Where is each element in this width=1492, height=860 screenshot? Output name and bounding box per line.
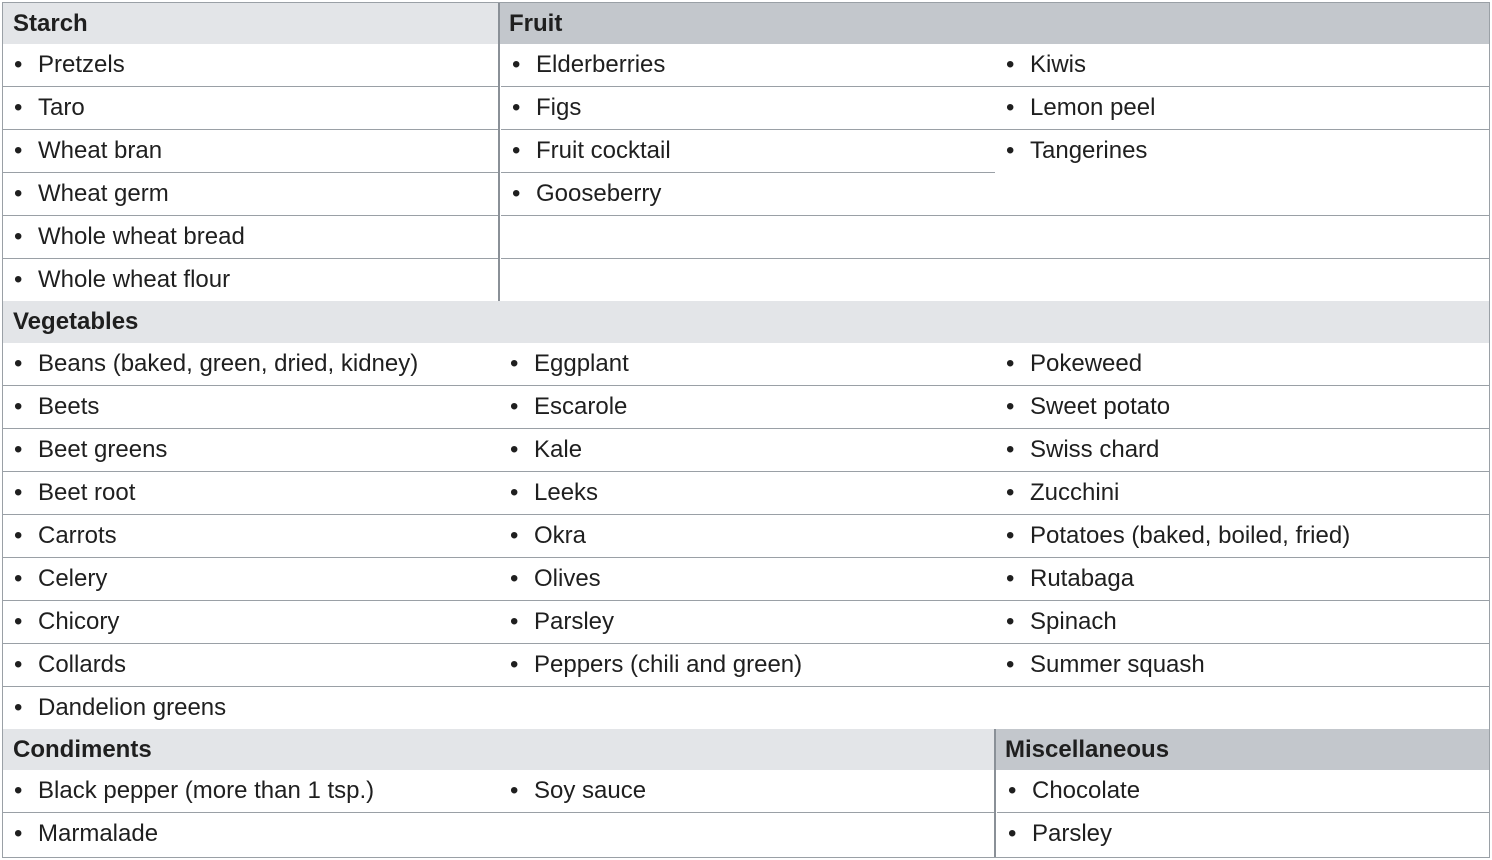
fruit-empty-cell <box>501 216 1489 259</box>
bullet: • <box>512 94 521 121</box>
bullet: • <box>1006 436 1015 463</box>
condiment-item-label: Marmalade <box>38 820 159 847</box>
bullet: • <box>14 393 23 420</box>
vegetable-item <box>995 601 1489 643</box>
fruit-item <box>501 87 995 130</box>
condiment-item <box>3 813 995 857</box>
miscellaneous-item <box>997 813 1489 857</box>
fruit-item-label: Gooseberry <box>536 180 662 207</box>
vegetable-item-label: Celery <box>38 565 108 592</box>
bullet: • <box>512 137 521 164</box>
fruit-item <box>501 130 995 173</box>
miscellaneous-header: Miscellaneous <box>995 729 1489 770</box>
vegetable-item-label: Swiss chard <box>1030 436 1160 463</box>
vegetable-item <box>499 343 993 385</box>
bullet: • <box>1006 565 1015 592</box>
vegetable-item-label: Potatoes (baked, boiled, fried) <box>1030 522 1351 549</box>
starch-item-label: Taro <box>38 94 85 121</box>
bullet: • <box>512 51 521 78</box>
vegetable-item-label: Rutabaga <box>1030 565 1135 592</box>
vegetable-item-label: Beans (baked, green, dried, kidney) <box>38 350 419 377</box>
fruit-item-label: Fruit cocktail <box>536 137 671 164</box>
vegetable-item-label: Dandelion greens <box>38 694 227 721</box>
vegetable-item-label: Beet root <box>38 479 136 506</box>
vegetable-item <box>499 515 993 557</box>
starch-item <box>3 130 499 173</box>
bullet: • <box>1008 777 1017 804</box>
bullet: • <box>1006 651 1015 678</box>
fruit-item-label: Tangerines <box>1030 137 1148 164</box>
vegetable-item-label: Parsley <box>534 608 615 635</box>
starch-item <box>3 173 499 216</box>
bullet: • <box>14 820 23 847</box>
vegetable-item <box>499 472 993 514</box>
bullet: • <box>14 608 23 635</box>
bullet: • <box>1006 479 1015 506</box>
vegetables-header: Vegetables <box>3 301 1489 343</box>
vegetable-item <box>995 472 1489 514</box>
food-table <box>2 2 1490 858</box>
vegetable-item <box>995 515 1489 557</box>
bullet: • <box>510 479 519 506</box>
bullet: • <box>14 266 23 293</box>
bullet: • <box>14 51 23 78</box>
bullet: • <box>1006 350 1015 377</box>
condiments-misc-divider <box>994 729 996 857</box>
starch-item-label: Pretzels <box>38 51 125 78</box>
vegetable-item-label: Spinach <box>1030 608 1117 635</box>
vegetable-item-label: Carrots <box>38 522 117 549</box>
vegetable-item <box>995 386 1489 428</box>
vegetable-item <box>499 601 993 643</box>
bullet: • <box>14 777 23 804</box>
condiment-item <box>499 770 993 812</box>
bullet: • <box>1006 51 1015 78</box>
vegetable-item-label: Chicory <box>38 608 120 635</box>
starch-item <box>3 216 499 259</box>
bullet: • <box>14 694 23 721</box>
starch-header: Starch <box>3 3 499 44</box>
starch-item <box>3 87 499 130</box>
bullet: • <box>510 436 519 463</box>
bullet: • <box>14 565 23 592</box>
vegetable-item-label: Zucchini <box>1030 479 1120 506</box>
bullet: • <box>14 137 23 164</box>
starch-item-label: Wheat bran <box>38 137 163 164</box>
starch-item-label: Whole wheat flour <box>38 266 231 293</box>
vegetable-item <box>995 644 1489 686</box>
miscellaneous-item-label: Parsley <box>1032 820 1113 847</box>
vegetable-item <box>499 429 993 471</box>
vegetable-item-label: Peppers (chili and green) <box>534 651 803 678</box>
bullet: • <box>510 522 519 549</box>
bullet: • <box>14 350 23 377</box>
bullet: • <box>14 522 23 549</box>
vegetable-item-label: Olives <box>534 565 601 592</box>
vegetable-item-label: Summer squash <box>1030 651 1205 678</box>
fruit-item <box>995 87 1489 130</box>
bullet: • <box>510 651 519 678</box>
bullet: • <box>512 180 521 207</box>
bullet: • <box>14 479 23 506</box>
bullet: • <box>510 777 519 804</box>
vegetable-item-label: Kale <box>534 436 583 463</box>
fruit-item-label: Figs <box>536 94 582 121</box>
bullet: • <box>14 94 23 121</box>
vegetable-item <box>499 644 993 686</box>
fruit-item <box>995 130 1489 173</box>
vegetable-item <box>3 687 1489 729</box>
bullet: • <box>510 565 519 592</box>
bullet: • <box>1006 393 1015 420</box>
vegetable-item-label: Collards <box>38 651 127 678</box>
bullet: • <box>14 223 23 250</box>
bullet: • <box>1006 94 1015 121</box>
starch-item-label: Whole wheat bread <box>38 223 245 250</box>
bullet: • <box>510 608 519 635</box>
vegetable-item-label: Leeks <box>534 479 599 506</box>
vegetable-item <box>499 558 993 600</box>
vegetable-item <box>499 386 993 428</box>
miscellaneous-item-label: Chocolate <box>1032 777 1141 804</box>
bullet: • <box>14 436 23 463</box>
bullet: • <box>1008 820 1017 847</box>
bullet: • <box>510 393 519 420</box>
vegetable-item <box>995 343 1489 385</box>
bullet: • <box>1006 608 1015 635</box>
bullet: • <box>510 350 519 377</box>
bullet: • <box>14 180 23 207</box>
vegetable-item <box>995 429 1489 471</box>
bullet: • <box>14 651 23 678</box>
fruit-item <box>995 44 1489 87</box>
vegetable-item-label: Sweet potato <box>1030 393 1171 420</box>
starch-fruit-divider <box>498 3 500 301</box>
vegetable-item-label: Beet greens <box>38 436 168 463</box>
bullet: • <box>1006 137 1015 164</box>
vegetable-item-label: Beets <box>38 393 100 420</box>
fruit-item-label: Lemon peel <box>1030 94 1156 121</box>
fruit-item <box>501 173 1489 216</box>
vegetable-item-label: Pokeweed <box>1030 350 1143 377</box>
starch-item <box>3 44 499 87</box>
starch-item-label: Wheat germ <box>38 180 169 207</box>
condiment-item-label: Black pepper (more than 1 tsp.) <box>38 777 375 804</box>
condiments-header: Condiments <box>3 729 995 770</box>
vegetable-item <box>995 558 1489 600</box>
vegetable-item-label: Eggplant <box>534 350 629 377</box>
fruit-header: Fruit <box>499 3 1489 44</box>
fruit-item <box>501 44 995 87</box>
vegetable-item-label: Escarole <box>534 393 628 420</box>
bullet: • <box>1006 522 1015 549</box>
starch-item <box>3 259 499 301</box>
vegetable-item-label: Okra <box>534 522 587 549</box>
miscellaneous-item <box>997 770 1489 813</box>
fruit-item-label: Kiwis <box>1030 51 1087 78</box>
fruit-item-label: Elderberries <box>536 51 666 78</box>
condiment-item-label: Soy sauce <box>534 777 647 804</box>
